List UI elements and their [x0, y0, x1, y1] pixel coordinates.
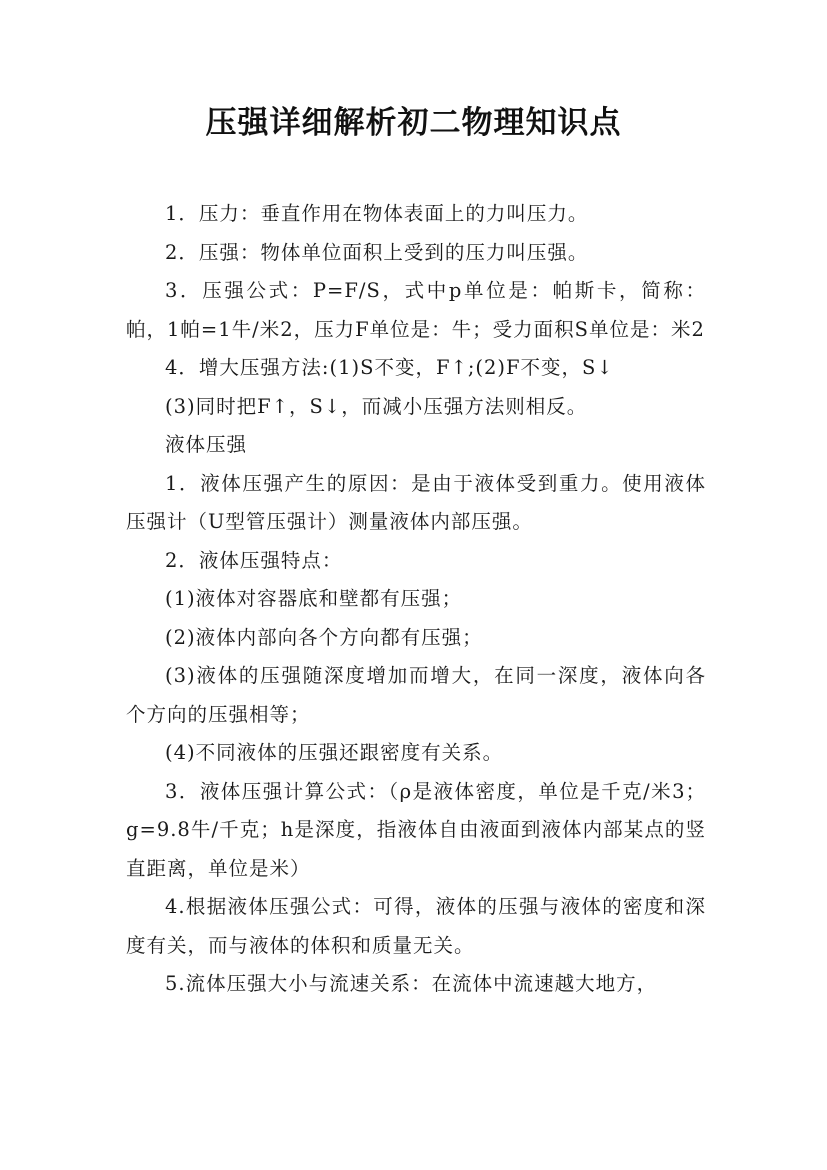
- document-body: [126, 195, 706, 1004]
- paragraph: (3)同时把F↑，S↓，而减小压强方法则相反。: [165, 394, 588, 418]
- paragraph: (3)液体的压强随深度增加而增大，在同一深度，液体向各个方向的压强相等；: [126, 664, 706, 726]
- paragraph: 3．压强公式：P=F/S，式中p单位是：帕斯卡，简称：帕，1帕=1牛/米2，压力F单位是：牛；受力面积S单位是：米2: [126, 279, 706, 341]
- document-title: 压强详细解析初二物理知识点: [205, 105, 622, 141]
- paragraph: 4．增大压强方法:(1)S不变，F↑;(2)F不变，S↓: [165, 356, 614, 379]
- paragraph: 2．压强：物体单位面积上受到的压力叫压强。: [165, 240, 589, 264]
- paragraph: 1．液体压强产生的原因：是由于液体受到重力。使用液体压强计（U型管压强计）测量液体内部压强。: [126, 471, 706, 533]
- paragraph: 1．压力：垂直作用在物体表面上的力叫压力。: [165, 202, 589, 225]
- paragraph: 3．液体压强计算公式：（ρ是液体密度，单位是千克/米3；g=9.8牛/千克；h是深度，指液体自由液面到液体内部某点的竖直距离，单位是米）: [126, 779, 706, 880]
- section-heading: 液体压强: [165, 433, 248, 456]
- paragraph: (2)液体内部向各个方向都有压强；: [165, 625, 483, 649]
- paragraph: 5.流体压强大小与流速关系：在流体中流速越大地方，: [165, 972, 658, 995]
- paragraph: 2．液体压强特点：: [165, 548, 343, 572]
- paragraph: 4.根据液体压强公式：可得，液体的压强与液体的密度和深度有关，而与液体的体积和质量无关。: [126, 895, 706, 957]
- paragraph: (1)液体对容器底和壁都有压强；: [165, 587, 463, 610]
- paragraph: (4)不同液体的压强还跟密度有关系。: [165, 741, 504, 764]
